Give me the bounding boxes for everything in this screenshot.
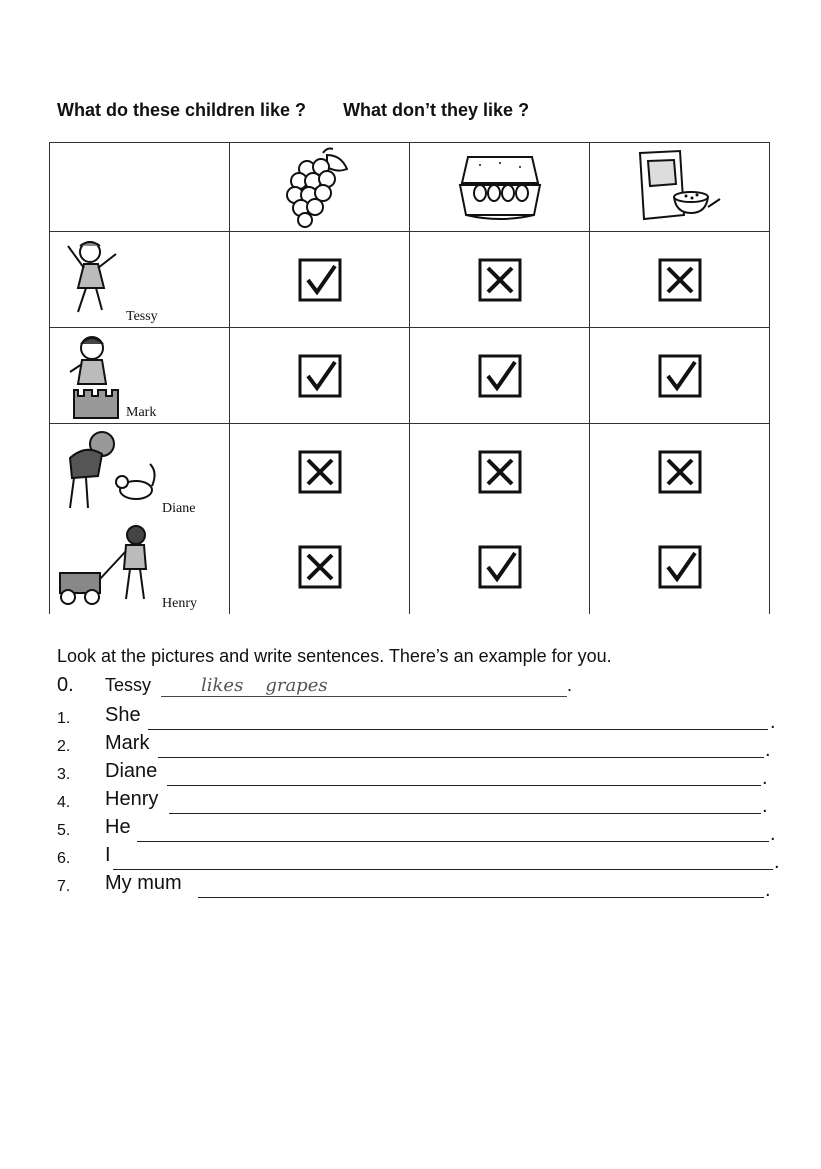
line-period: .: [765, 879, 771, 901]
mark-cell: [590, 519, 770, 614]
check-box-icon: [298, 258, 342, 302]
line-subject: Diane: [105, 760, 158, 782]
line-period: .: [765, 739, 771, 761]
likes-grid: [49, 142, 770, 614]
row-henry: [50, 519, 770, 614]
answer-rule[interactable]: [113, 869, 773, 870]
mark-cell: [410, 424, 590, 520]
food-cell-cereal: [590, 143, 770, 232]
example-number: 0.: [57, 674, 74, 696]
check-box-icon: [478, 545, 522, 589]
child-cell-mark: [50, 328, 230, 424]
example-subject: Tessy: [105, 675, 152, 695]
row-mark: [50, 328, 770, 424]
answer-rule[interactable]: [198, 897, 764, 898]
line-number: 7.: [57, 878, 71, 895]
line-subject: Henry: [105, 788, 159, 810]
mark-cell: [230, 232, 410, 328]
line-subject: He: [105, 816, 131, 838]
mark-cell: [410, 328, 590, 424]
child-name: Tessy: [126, 309, 158, 324]
answer-rule[interactable]: [148, 729, 768, 730]
example-answer-object: grapes: [265, 675, 328, 696]
answer-rule[interactable]: [158, 757, 764, 758]
line-number: 3.: [57, 766, 71, 783]
line-subject: My mum: [105, 872, 182, 894]
check-box-icon: [658, 545, 702, 589]
example-answer-verb: likes: [201, 675, 244, 696]
line-subject: She: [105, 704, 141, 726]
line-number: 4.: [57, 794, 71, 811]
boy-sandcastle-icon: [56, 332, 136, 422]
girl-dancing-icon: [56, 236, 126, 322]
mark-cell: [230, 424, 410, 520]
child-name: Henry: [162, 596, 197, 611]
food-cell-grapes: [230, 143, 410, 232]
child-name: Mark: [126, 405, 157, 420]
child-cell-henry: [50, 519, 230, 614]
heading-question-2: What don’t they like ?: [343, 100, 530, 120]
food-cell-eggs: [410, 143, 590, 232]
line-period: .: [774, 851, 780, 873]
cross-box-icon: [478, 258, 522, 302]
exercise-instruction: Look at the pictures and write sentences. There’s an example for you.: [57, 646, 612, 666]
child-cell-tessy: [50, 232, 230, 328]
grapes-icon: [275, 145, 365, 229]
child-cell-diane: [50, 424, 230, 520]
cereal-bowl-icon: [630, 145, 730, 229]
mark-cell: [590, 424, 770, 520]
answer-rule[interactable]: [169, 813, 761, 814]
line-number: 5.: [57, 822, 71, 839]
line-period: .: [770, 711, 776, 733]
line-period: .: [762, 795, 768, 817]
line-number: 2.: [57, 738, 71, 755]
cross-box-icon: [658, 450, 702, 494]
mark-cell: [590, 328, 770, 424]
mark-cell: [410, 232, 590, 328]
mark-cell: [590, 232, 770, 328]
example-sentence: [57, 674, 572, 697]
line-number: 6.: [57, 850, 71, 867]
worksheet-heading: [57, 100, 529, 121]
cross-box-icon: [298, 545, 342, 589]
cross-box-icon: [298, 450, 342, 494]
row-tessy: [50, 232, 770, 328]
cross-box-icon: [658, 258, 702, 302]
example-period: .: [567, 675, 573, 695]
line-subject: Mark: [105, 732, 150, 754]
child-name: Diane: [162, 501, 196, 516]
boy-with-wagon-icon: [56, 523, 160, 609]
example-answer: [161, 675, 567, 697]
check-box-icon: [478, 354, 522, 398]
line-period: .: [770, 823, 776, 845]
mark-cell: [230, 328, 410, 424]
check-box-icon: [298, 354, 342, 398]
mark-cell: [230, 519, 410, 614]
answer-rule[interactable]: [167, 785, 761, 786]
line-period: .: [762, 767, 768, 789]
girl-with-cat-icon: [56, 428, 160, 514]
egg-carton-icon: [450, 145, 550, 229]
cross-box-icon: [478, 450, 522, 494]
line-number: 1.: [57, 710, 71, 727]
line-subject: I: [105, 844, 111, 866]
corner-cell: [50, 143, 230, 232]
mark-cell: [410, 519, 590, 614]
heading-question-1: What do these children like ?: [57, 100, 307, 120]
check-box-icon: [658, 354, 702, 398]
answer-rule[interactable]: [137, 841, 769, 842]
row-diane: [50, 424, 770, 520]
